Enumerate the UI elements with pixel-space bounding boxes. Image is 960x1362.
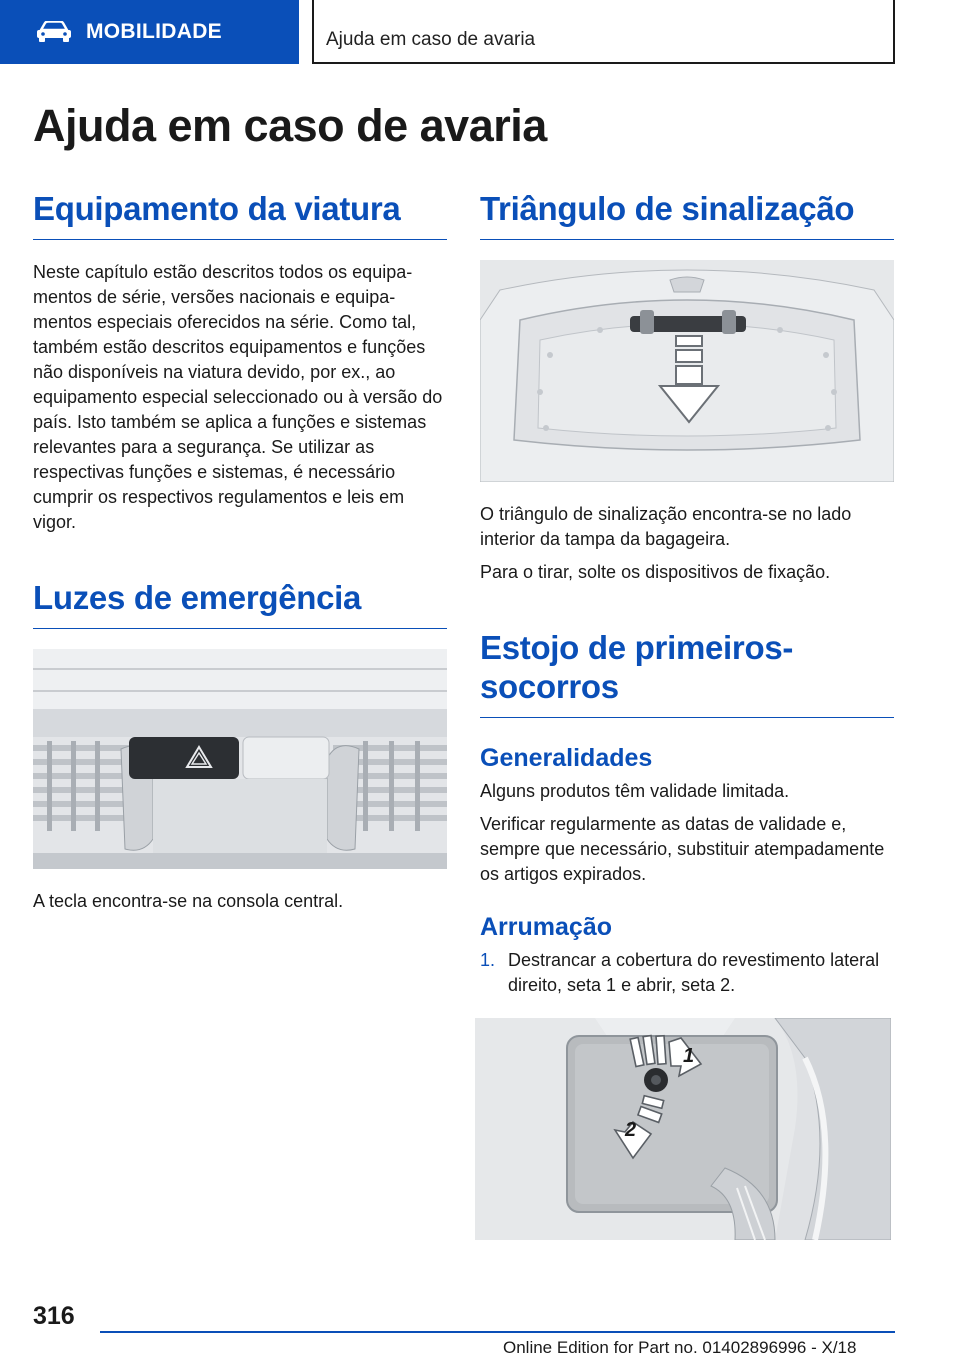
trunk-side-trim-image	[475, 1018, 891, 1240]
heading-hazard-lights: Luzes de emergência	[33, 579, 447, 629]
section-tab-label: MOBILIDADE	[86, 20, 222, 43]
right-column	[480, 190, 894, 1260]
left-column	[33, 190, 447, 914]
heading-warning-triangle: Triângulo de sinalização	[480, 190, 894, 240]
breadcrumb[interactable]: Ajuda em caso de avaria	[326, 29, 536, 50]
edition-note: Online Edition for Part no. 01402896996 - X/18	[503, 1338, 857, 1357]
hazard-console-image	[33, 649, 447, 869]
arrow-label-1: 1	[683, 1044, 695, 1067]
general-text-2: Verificar regularmente as datas de validade e, sempre que necessário, substituir atempadamente os artigos expirados.	[480, 813, 885, 884]
breadcrumb-box	[312, 0, 895, 64]
heading-storage: Arrumação	[480, 912, 612, 941]
arrow-label-2: 2	[625, 1118, 637, 1141]
step-text: Destrancar a cobertura do revestimento lateral direito, seta 1 e abrir, seta 2.	[508, 949, 880, 995]
equipment-text: Neste capítulo estão descritos todos os equipamentos de série, versões nacionais e equipamentos especiais oferecidos na série. Como tal, também estão descritos equipamentos e funções não disponíveis na viatura devido, por ex., ao equipamento especial seleccionado ou à versão do país. Isto também se aplica a funções e sistemas relevantes para a segurança. Se utilizar as respectivas funções e sistemas, é necessário cumprir os respectivos regulamentos e leis em vigor.	[33, 261, 443, 532]
general-text-1: Alguns produtos têm validade limitada.	[480, 780, 790, 801]
heading-equipment: Equipamento da viatura	[33, 190, 447, 240]
footer-rule	[100, 1331, 895, 1333]
side-trim-illustration	[475, 1018, 891, 1240]
warning-triangle-illustration	[480, 260, 894, 482]
step-item	[480, 948, 894, 998]
hazard-caption: A tecla encontra-se na consola central.	[33, 890, 344, 911]
page-number: 316	[33, 1302, 75, 1330]
car-icon	[36, 21, 72, 43]
trunk-lid-image	[480, 260, 894, 482]
heading-first-aid-kit: Estojo de primeiros-socorros	[480, 629, 894, 718]
heading-general: Generalidades	[480, 743, 653, 772]
section-tab[interactable]	[0, 0, 299, 64]
hazard-button-illustration	[33, 649, 447, 869]
step-number: 1.	[480, 949, 496, 970]
page-title: Ajuda em caso de avaria	[33, 100, 547, 151]
triangle-text-1: O triângulo de sinalização encontra-se no lado interior da tampa da bagageira.	[480, 503, 852, 549]
triangle-text-2: Para o tirar, solte os dispositivos de fixação.	[480, 561, 831, 582]
